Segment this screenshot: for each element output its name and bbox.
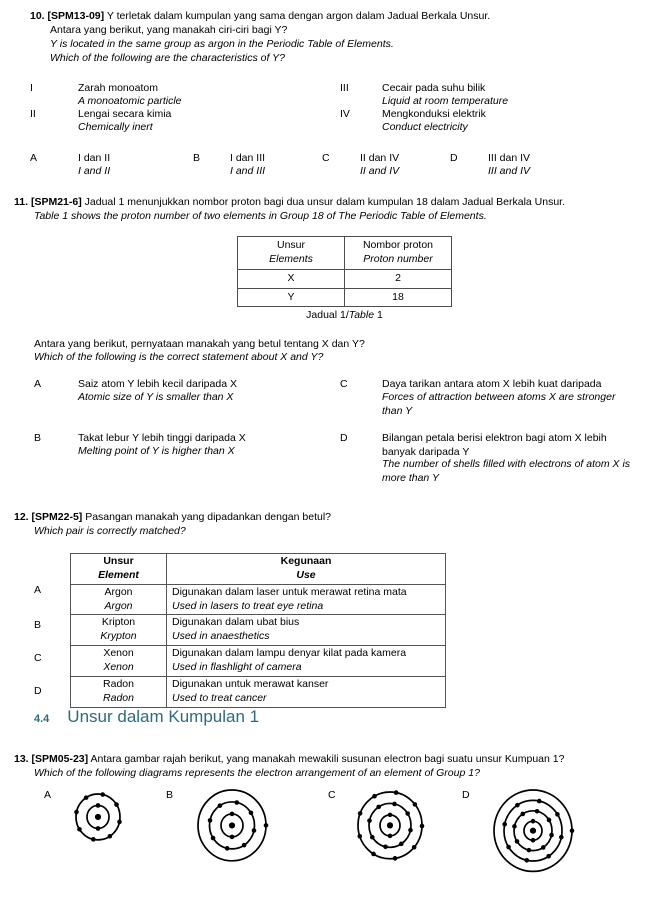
q11-option-en-a: Atomic size of Y is smaller than X: [78, 391, 234, 403]
q13-option-letter-a[interactable]: A: [44, 789, 52, 801]
use-ms-c: Digunakan dalam lampu denyar kilat pada kamera: [172, 647, 407, 660]
header-cell-proton: [345, 237, 452, 270]
atom-diagram-d[interactable]: [488, 784, 578, 877]
proton-number-table: [237, 236, 452, 307]
q10-statement-en-1: A monoatomic particle: [78, 95, 182, 107]
table-row[interactable]: [71, 646, 446, 677]
header-proton-en: Proton number: [363, 252, 433, 265]
q10-option-en-a: I and II: [78, 165, 111, 177]
q10-statement-ms-4: Mengkonduksi elektrik: [382, 108, 486, 120]
q10-option-letter-a[interactable]: A: [30, 152, 38, 164]
header-use-ms: Kegunaan: [280, 555, 332, 567]
cell-element-a: [71, 584, 167, 615]
table-row[interactable]: [71, 676, 446, 707]
q12-table-wrapper: [70, 553, 446, 708]
q12-stem-line1: [14, 511, 644, 525]
header-cell-element: [71, 554, 167, 585]
table-header-row: [71, 554, 446, 585]
cell-use-a: [167, 584, 446, 615]
cell-use-b: [167, 615, 446, 646]
q12-option-letter-c[interactable]: C: [34, 652, 42, 664]
question-10: [30, 10, 640, 65]
q13-stem-line1: [14, 753, 646, 767]
q11-option-en-b: Melting point of Y is higher than X: [78, 445, 235, 457]
q10-statement-ms-3: Cecair pada suhu bilik: [382, 82, 486, 94]
q12-stem-en-1: Which pair is correctly matched?: [34, 524, 186, 537]
use-en-b: Used in anaesthetics: [172, 630, 270, 643]
q11-number: 11.: [14, 196, 29, 208]
element-use-table: [70, 553, 446, 708]
caption-ms: Jadual 1/: [306, 309, 349, 322]
q10-statement-roman-3: III: [340, 82, 349, 94]
section-number: 4.4: [34, 713, 50, 725]
q13-option-letter-b[interactable]: B: [166, 789, 174, 801]
table-row[interactable]: [71, 584, 446, 615]
element-en-a: Argon: [104, 599, 133, 612]
q10-statement-en-3: Liquid at room temperature: [382, 95, 509, 107]
q11-option-letter-c[interactable]: C: [340, 378, 348, 390]
q11-stem-en-1: Table 1 shows the proton number of two elements in Group 18 of The Periodic Table of Elements.: [34, 209, 487, 222]
table-row[interactable]: [71, 615, 446, 646]
q10-number: 10.: [30, 10, 45, 22]
q10-option-letter-c[interactable]: C: [322, 152, 330, 164]
element-ms-c: Xenon: [103, 647, 134, 660]
cell-element-d: [71, 676, 167, 707]
q11-option-en-c: Forces of attraction between atoms X are stronger than Y: [382, 391, 616, 417]
q13-stem-ms-1: Antara gambar rajah berikut, yang manakah mewakili susunan electron bagi suatu unsur Kumpuan 1?: [90, 753, 565, 765]
q13-code: [SPM05-23]: [31, 753, 89, 765]
q10-option-ms-a[interactable]: I dan II: [78, 152, 111, 164]
q10-option-en-c: II and IV: [360, 165, 400, 177]
cell-use-d: [167, 676, 446, 707]
atom-diagram-a[interactable]: [70, 788, 126, 846]
q10-option-letter-d[interactable]: D: [450, 152, 458, 164]
header-element-en: Element: [98, 568, 139, 581]
q13-option-letter-c[interactable]: C: [328, 789, 336, 801]
q12-option-letter-a[interactable]: A: [34, 584, 42, 596]
q12-stem-ms-1: Pasangan manakah yang dipadankan dengan betul?: [85, 511, 332, 523]
cell-proton-x: 2: [345, 269, 452, 288]
header-use-en: Use: [296, 568, 316, 581]
table-header-row: [238, 237, 452, 270]
element-en-d: Radon: [103, 691, 134, 704]
q11-prompt-ms: Antara yang berikut, pernyataan manakah yang betul tentang X dan Y?: [34, 338, 365, 350]
q10-option-ms-c[interactable]: II dan IV: [360, 152, 400, 164]
q10-statement-en-2: Chemically inert: [78, 121, 153, 133]
section-heading-4-4: [34, 706, 259, 728]
element-ms-a: Argon: [104, 585, 133, 598]
table-row: [238, 269, 452, 288]
q11-table-caption: [237, 309, 452, 323]
q10-option-en-b: I and III: [230, 165, 266, 177]
question-13: [14, 753, 646, 781]
q13-stem-en-1: Which of the following diagrams represents the electron arrangement of an element of Group 1?: [34, 766, 480, 779]
q11-table-wrapper: [237, 236, 452, 323]
cell-use-c: [167, 646, 446, 677]
header-elements-en: Elements: [269, 252, 313, 265]
q11-option-en-d: The number of shells filled with electrons of atom X is more than Y: [382, 458, 631, 484]
q10-option-ms-b[interactable]: I dan III: [230, 152, 266, 164]
q10-stem-en-2: Which of the following are the characteristics of Y?: [50, 51, 286, 64]
q10-statement-roman-1: I: [30, 82, 33, 94]
q13-option-letter-d[interactable]: D: [462, 789, 470, 801]
q10-stem-ms-1: Y terletak dalam kumpulan yang sama dengan argon dalam Jadual Berkala Unsur.: [106, 10, 491, 22]
q12-option-letter-d[interactable]: D: [34, 685, 42, 697]
cell-element-b: [71, 615, 167, 646]
use-en-c: Used in flashlight of camera: [172, 661, 302, 674]
use-ms-b: Digunakan dalam ubat bius: [172, 616, 300, 629]
header-cell-use: [167, 554, 446, 585]
q12-code: [SPM22-5]: [31, 511, 83, 523]
q10-option-letter-b[interactable]: B: [193, 152, 201, 164]
q11-stem-ms-1: Jadual 1 menunjukkan nombor proton bagi dua unsur dalam kumpulan 18 dalam Jadual Berkala Unsur.: [84, 196, 566, 208]
q11-option-letter-b[interactable]: B: [34, 432, 42, 444]
header-element-ms: Unsur: [103, 555, 134, 567]
q11-option-ms-b[interactable]: Takat lebur Y lebih tinggi daripada X: [78, 432, 246, 444]
q11-code: [SPM21-6]: [30, 196, 82, 208]
caption-en: Table: [348, 309, 375, 322]
element-en-c: Xenon: [103, 661, 134, 674]
q11-option-letter-d[interactable]: D: [340, 432, 348, 444]
q10-stem-line1: [30, 10, 640, 24]
q13-number: 13.: [14, 753, 29, 765]
question-11: [14, 196, 644, 224]
q10-statement-en-4: Conduct electricity: [382, 121, 468, 133]
section-title: Unsur dalam Kumpulan 1: [67, 707, 260, 726]
q10-statement-roman-4: IV: [340, 108, 350, 120]
q10-statement-roman-2: II: [30, 108, 36, 120]
header-elements-ms: Unsur: [276, 239, 305, 251]
q11-option-letter-a[interactable]: A: [34, 378, 42, 390]
atom-diagram-b[interactable]: [192, 784, 272, 867]
cell-element-x: X: [238, 269, 345, 288]
q10-statement-ms-1: Zarah monoatom: [78, 82, 158, 94]
use-en-a: Used in lasers to treat eye retina: [172, 599, 324, 612]
header-cell-elements: [238, 237, 345, 270]
q10-stem-ms-2: Antara yang berikut, yang manakah ciri-ciri bagi Y?: [50, 23, 288, 36]
q10-option-ms-d[interactable]: III dan IV: [488, 152, 531, 164]
element-ms-b: Kripton: [101, 616, 136, 629]
q10-option-en-d: III and IV: [488, 165, 531, 177]
q11-stem-line1: [14, 196, 644, 210]
q12-option-letter-b[interactable]: B: [34, 619, 42, 631]
q11-option-ms-a[interactable]: Saiz atom Y lebih kecil daripada X: [78, 378, 237, 390]
use-ms-a: Digunakan dalam laser untuk merawat retina mata: [172, 585, 407, 598]
use-ms-d: Digunakan untuk merawat kanser: [172, 677, 329, 690]
q11-option-ms-c[interactable]: Daya tarikan antara atom X lebih kuat daripada: [382, 378, 602, 390]
q11-option-ms-d[interactable]: Bilangan petala berisi elektron bagi atom X lebih banyak daripada Y: [382, 432, 607, 458]
element-ms-d: Radon: [103, 677, 134, 690]
cell-proton-y: 18: [345, 288, 452, 307]
header-proton-ms: Nombor proton: [362, 239, 434, 251]
cell-element-y: Y: [238, 288, 345, 307]
table-row: [238, 288, 452, 307]
q10-stem-en-1: Y is located in the same group as argon in the Periodic Table of Elements.: [50, 37, 394, 50]
atom-diagram-c[interactable]: [352, 786, 428, 865]
q11-prompt-en: Which of the following is the correct statement about X and Y?: [34, 351, 324, 363]
q10-code: [SPM13-09]: [47, 10, 105, 22]
q10-statement-ms-2: Lengai secara kimia: [78, 108, 172, 120]
question-12: [14, 511, 644, 539]
cell-element-c: [71, 646, 167, 677]
element-en-b: Krypton: [100, 630, 137, 643]
caption-num: 1: [374, 309, 383, 322]
use-en-d: Used to treat cancer: [172, 691, 267, 704]
q12-number: 12.: [14, 511, 29, 523]
